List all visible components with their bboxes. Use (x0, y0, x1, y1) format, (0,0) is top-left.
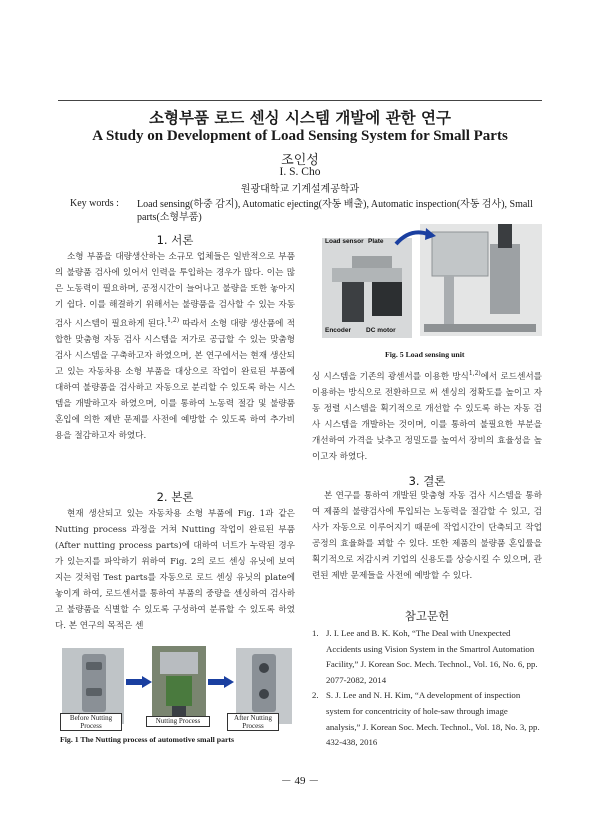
reference-text: S. J. Lee and N. H. Kim, “A development of inspection system for concentricity of hole-saw through image analysis,” J. Korean Soc. Mech. Technol., Vol. 18, No. 3, pp. 432-438, 2016 (326, 690, 540, 748)
conclusion-paragraph (312, 488, 542, 584)
body-text: 현재 생산되고 있는 자동차용 소형 부품에 Fig. 1과 같은 Nutting process 과정을 거쳐 Nutting 작업이 완료된 부품(After nutting process parts)에 대하여 너트가 누락된 경우가 있는지를 파악하기 위하여 Fig. 2의 로드 센싱 유닛에 보여 지는 것처럼 Test parts를 자동으로 로드 센싱 유닛의 plate에 놓이게 하여, 로드센서를 통하여 부품의 중량을 센싱하여 검사하고 불량품을 식별할 수 있도록 구성하여 분류할 수 있도록 하였다. 본 연구의 목적은 센 (55, 509, 295, 631)
intro-citation: 1,2) (167, 317, 180, 324)
unit-image (420, 224, 542, 336)
load-sensor-label: Load sensor (325, 238, 364, 245)
arrow-icon (126, 676, 152, 688)
encoder-label: Encoder (325, 327, 352, 334)
page-number: － 49 － (280, 775, 320, 787)
sensor-image (322, 238, 412, 338)
intro-text: 소형 부품을 대량생산하는 소규모 업체들은 일반적으로 부품의 불량품 검사에 있어서 인력을 투입하는 경우가 많다. 이는 많은 노동력이 필요하며, 공정시간이 늘어나고 불량을 또한 놓아지기 쉽다. 이를 해결하기 위해서는 불량품을 검사할 수 있는 자동 검사 시스템이 필요하게 된다. (55, 252, 295, 329)
author-korean: 조인성 (281, 153, 319, 168)
intro-paragraph (55, 249, 295, 444)
right-text-post: 에서 로드센서를 이용하는 방식으로 전환하므로 써 센싱의 정확도를 높이고 자동 정렬 시스템을 획기적으로 개선할 수 있도록 하는 자동 검사 시스템을 개발하는 것이며, 이를 통하여 불필요한 부분을 개선하여 가격을 낮추고 정밀도를 높여서 장비의 효율성을 높이고자 하였다. (312, 371, 542, 462)
right-text-pre: 싱 시스템을 기존의 광센서를 이용한 방식 (312, 371, 469, 382)
curved-arrow-icon (392, 226, 436, 246)
keywords-label: Key words : (70, 198, 119, 209)
after-nutting-label: After Nutting Process (227, 713, 279, 731)
reference-item (312, 688, 542, 750)
right-paragraph (312, 366, 542, 465)
reference-number: 1. (312, 628, 319, 638)
conclusion-heading: 3. 결론 (408, 474, 446, 488)
author-english: I. S. Cho (279, 166, 321, 178)
nutting-process-photo (152, 646, 206, 724)
top-rule (58, 100, 542, 101)
conclusion-text: 본 연구를 통하여 개발된 맞춤형 자동 검사 시스템을 통하여 제품의 불량검사에 투입되는 노동력을 절감할 수 있고, 검사가 자동으로 이루어지기 때문에 작업시간이 단축되고 작업공정의 효율화를 꾀할 수 있다. 또한 제품의 불량품 혼입률을 획기적으로 저감시켜 기업의 신용도를 상승시킬 수 있으며, 관련된 제반 문제들을 사전에 예방할 수 있다. (312, 491, 542, 581)
load-sensor-photo (322, 238, 412, 338)
right-citation: 1,2) (468, 370, 481, 377)
dc-motor-label: DC motor (366, 327, 396, 334)
reference-list (312, 626, 542, 751)
title-english: A Study on Development of Load Sensing System for Small Parts (92, 128, 508, 144)
unit-photo (420, 224, 542, 336)
keywords-text: Load sensing(하중 감지), Automatic ejecting(자동 배출), Automatic inspection(자동 검사), Small parts(소형부품) (137, 199, 533, 223)
intro-heading: 1. 서론 (156, 233, 194, 247)
reference-item (312, 626, 542, 688)
plate-label: Plate (368, 238, 384, 245)
reference-text: J. I. Lee and B. K. Koh, “The Deal with Unexpected Accidents using Vision System in the Smartrol Automation Facility,” J. Korean Soc. Mech. Technol., Vol. 16, No. 6, pp. 2077-2082, 2014 (326, 628, 538, 685)
intro-text-2: 따라서 소형 대량 생산품에 적합한 맞춤형 자동 검사 시스템을 저가로 공급할 수 있는 맞춤형 검사 시스템을 구축하고자 하였으며, 본 연구에서는 현재 생산되고 있는 자동차용 소형 부품을 대상으로 작업이 완료된 부품에 대하여 불량품을 검사하고 자동으로 분리할 수 있도록 하는 시스템을 개발하고자 하였으며, 이를 통하여 노동력 절감 및 불량품 혼입에 의한 제반 문제를 사전에 예방할 수 있도록 하여 추가비용을 절감하고자 하였다. (55, 318, 296, 441)
arrow-icon (208, 676, 234, 688)
before-nutting-label: Before Nutting Process (60, 713, 122, 731)
figure-5-caption: Fig. 5 Load sensing unit (385, 350, 465, 359)
nutting-process-label: Nutting Process (146, 716, 210, 727)
body-heading: 2. 본론 (156, 490, 194, 504)
references-heading: 참고문헌 (404, 609, 450, 623)
machine-image (152, 646, 206, 724)
affiliation: 원광대학교 기계설계공학과 (240, 184, 360, 195)
figure-1-caption: Fig. 1 The Nutting process of automotive small parts (60, 735, 235, 744)
reference-number: 2. (312, 690, 319, 701)
title-korean: 소형부품 로드 센싱 시스템 개발에 관한 연구 (149, 109, 451, 127)
body-paragraph (55, 506, 295, 634)
